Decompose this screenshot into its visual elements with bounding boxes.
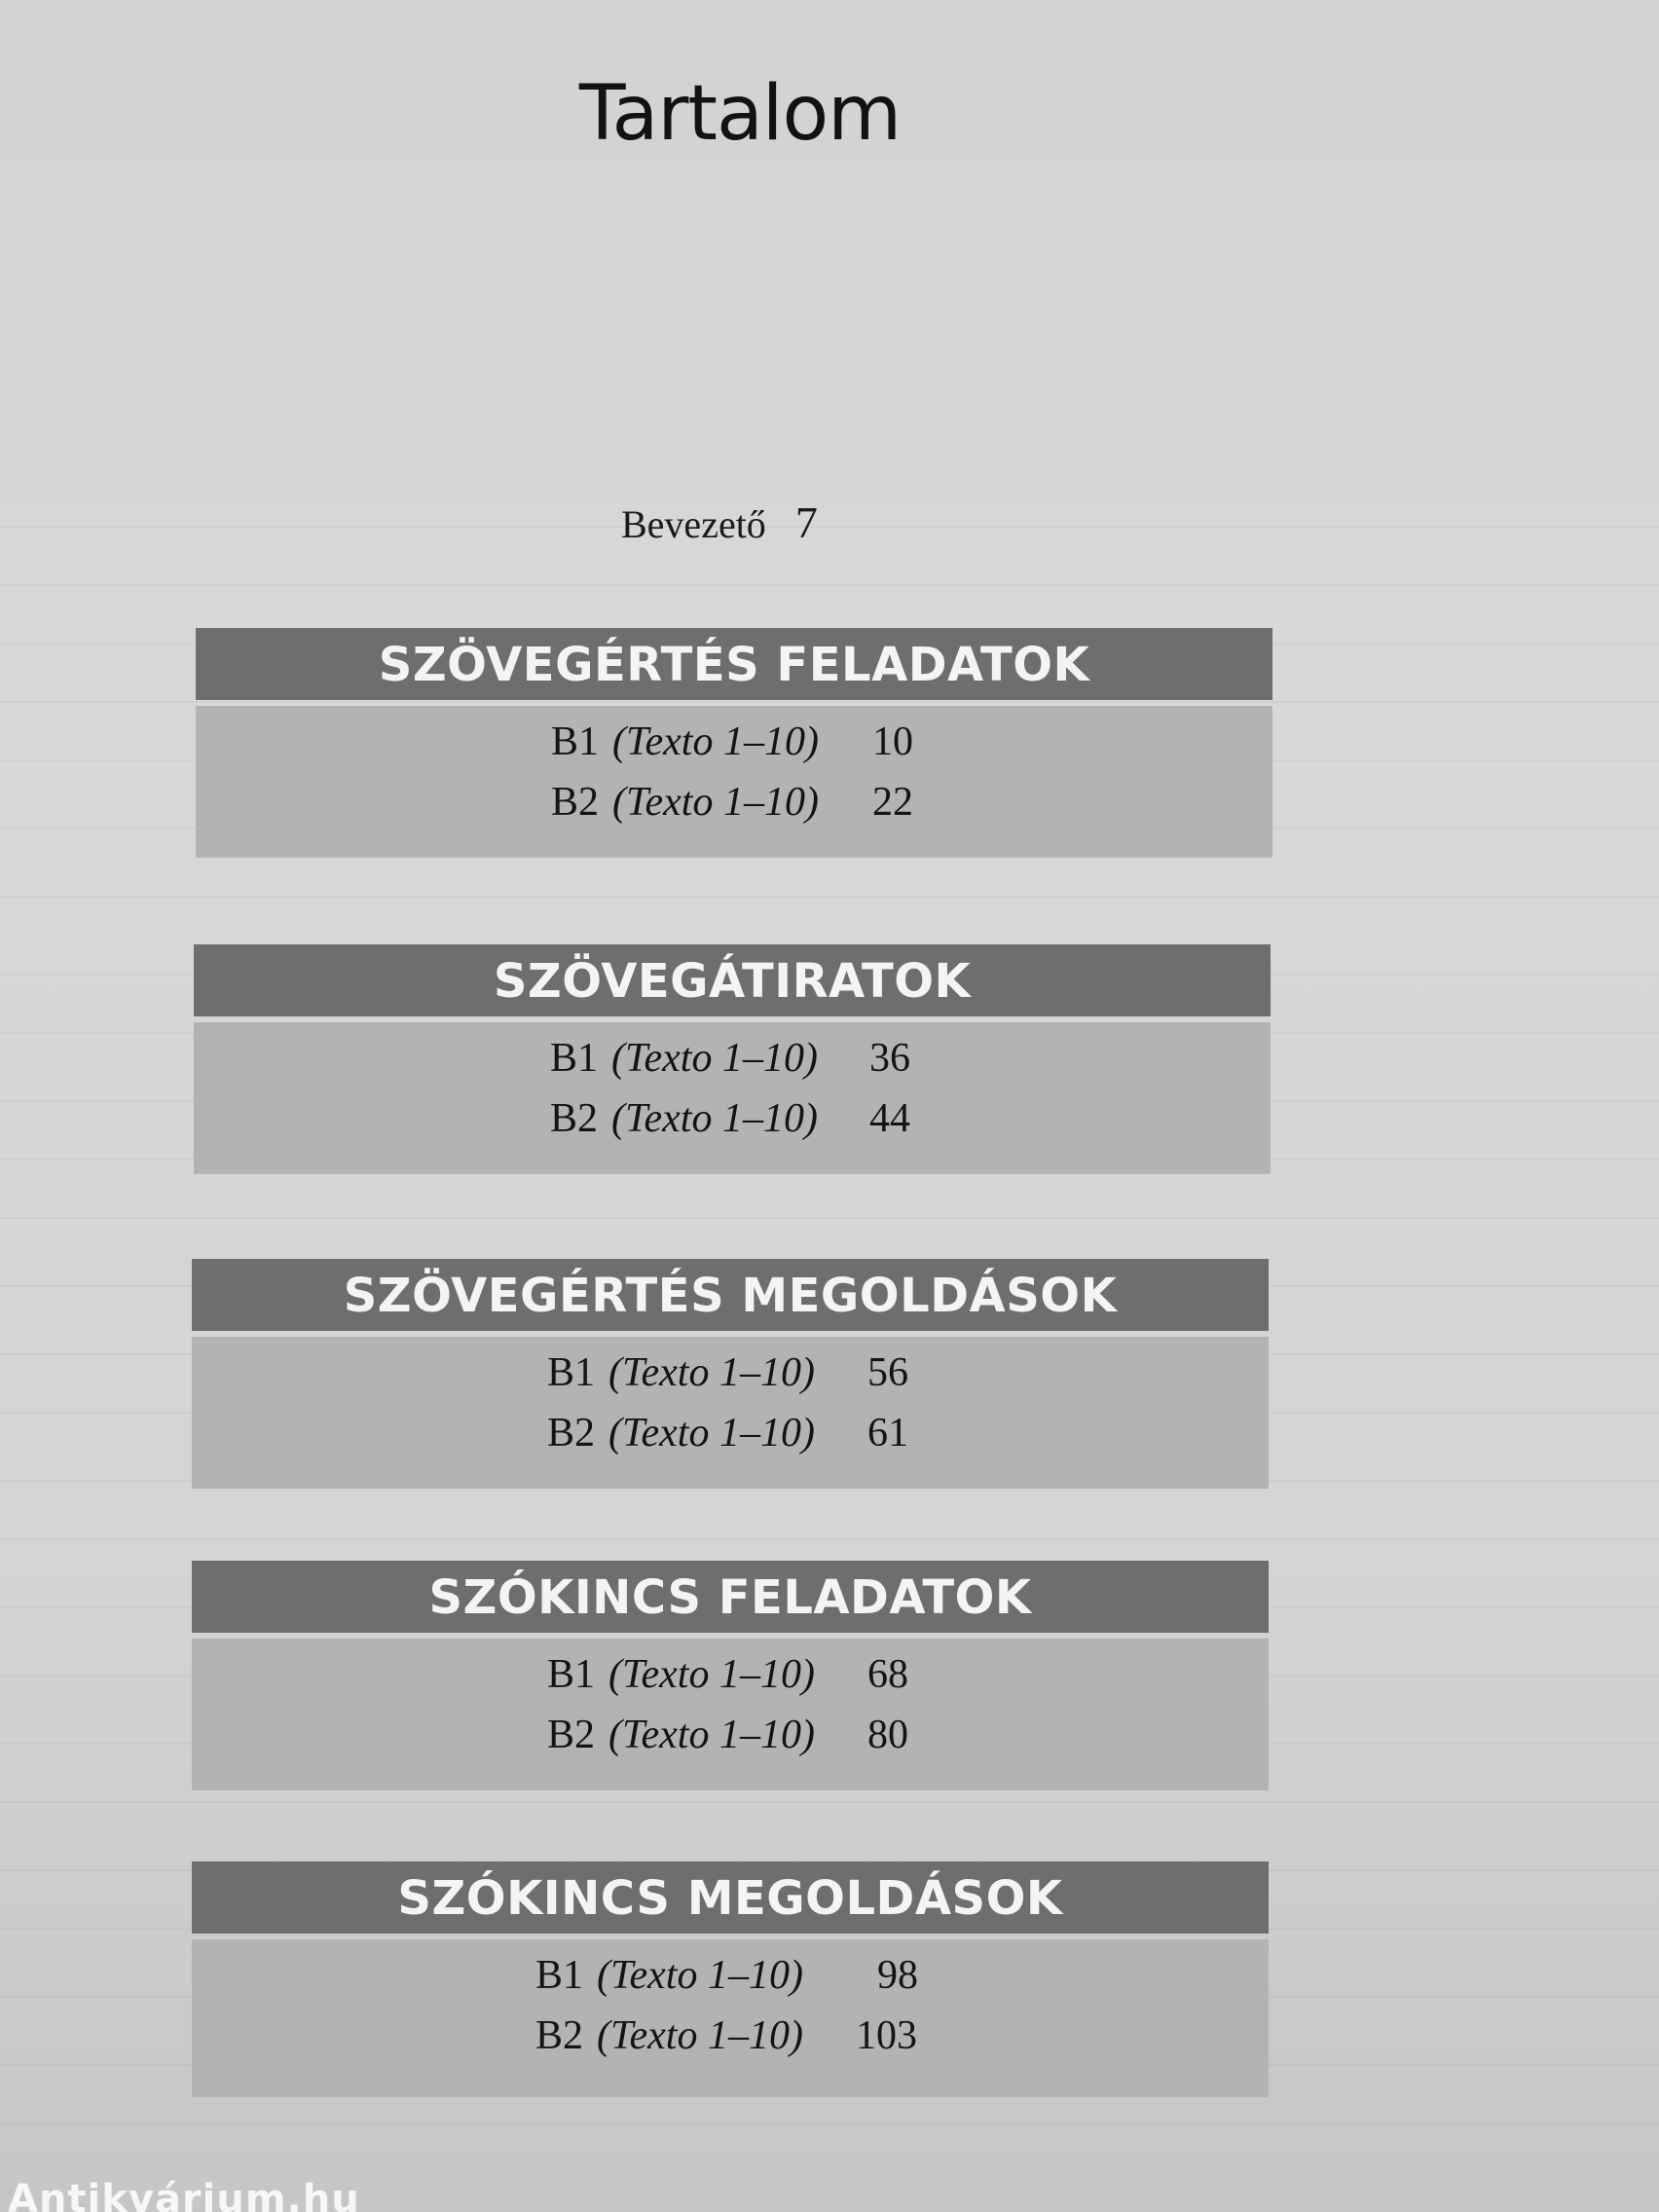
entry-page-number: 44 bbox=[869, 1096, 910, 1141]
toc-section bbox=[192, 1561, 1269, 1790]
section-heading: SZÖVEGÁTIRATOK bbox=[194, 944, 1271, 1016]
entry-reference: (Texto 1–10) bbox=[597, 1953, 803, 1998]
entry-page-number: 98 bbox=[877, 1953, 918, 1998]
entry-page-number: 22 bbox=[872, 780, 913, 825]
toc-entry[interactable] bbox=[192, 1403, 1269, 1463]
section-entries bbox=[194, 1022, 1271, 1174]
entry-level: B1 bbox=[550, 1036, 599, 1081]
entry-reference: (Texto 1–10) bbox=[608, 1652, 815, 1697]
toc-entry[interactable] bbox=[196, 772, 1272, 832]
entry-level: B1 bbox=[535, 1953, 584, 1998]
entry-reference: (Texto 1–10) bbox=[608, 1713, 815, 1757]
entry-level: B1 bbox=[547, 1350, 596, 1395]
toc-entry[interactable] bbox=[192, 1644, 1269, 1705]
entry-level: B1 bbox=[551, 719, 600, 764]
entry-page-number: 36 bbox=[869, 1036, 910, 1081]
entry-level: B2 bbox=[547, 1713, 596, 1757]
intro-page-number: 7 bbox=[794, 498, 818, 547]
entry-reference: (Texto 1–10) bbox=[611, 1036, 818, 1081]
entry-page-number: 80 bbox=[867, 1713, 908, 1757]
toc-entry-intro[interactable] bbox=[621, 497, 818, 548]
entry-page-number: 56 bbox=[867, 1350, 908, 1395]
entry-level: B2 bbox=[547, 1411, 596, 1456]
toc-entry[interactable] bbox=[192, 2006, 1269, 2066]
entry-reference: (Texto 1–10) bbox=[611, 1096, 818, 1141]
section-heading: SZÖVEGÉRTÉS MEGOLDÁSOK bbox=[192, 1259, 1269, 1331]
toc-entry[interactable] bbox=[194, 1088, 1271, 1149]
intro-label: Bevezető bbox=[621, 502, 766, 546]
entry-reference: (Texto 1–10) bbox=[597, 2013, 803, 2058]
page-title: Tartalom bbox=[578, 70, 902, 158]
entry-page-number: 10 bbox=[872, 719, 913, 764]
entry-page-number: 103 bbox=[856, 2013, 917, 2058]
toc-section bbox=[192, 1862, 1269, 2097]
entry-level: B2 bbox=[550, 1096, 599, 1141]
entry-reference: (Texto 1–10) bbox=[608, 1350, 815, 1395]
section-heading: SZÓKINCS FELADATOK bbox=[192, 1561, 1269, 1633]
toc-section bbox=[196, 628, 1272, 858]
toc-entry[interactable] bbox=[192, 1343, 1269, 1403]
entry-level: B2 bbox=[551, 780, 600, 825]
entry-page-number: 61 bbox=[867, 1411, 908, 1456]
toc-entry[interactable] bbox=[192, 1705, 1269, 1765]
toc-entry[interactable] bbox=[194, 1028, 1271, 1088]
toc-entry[interactable] bbox=[196, 712, 1272, 772]
entry-reference: (Texto 1–10) bbox=[608, 1411, 815, 1456]
section-entries bbox=[192, 1337, 1269, 1489]
section-entries bbox=[196, 706, 1272, 858]
toc-section bbox=[194, 944, 1271, 1174]
entry-level: B2 bbox=[535, 2013, 584, 2058]
toc-entry[interactable] bbox=[192, 1945, 1269, 2006]
entry-reference: (Texto 1–10) bbox=[612, 780, 819, 825]
section-entries bbox=[192, 1939, 1269, 2097]
entry-page-number: 68 bbox=[867, 1652, 908, 1697]
toc-section bbox=[192, 1259, 1269, 1489]
section-entries bbox=[192, 1639, 1269, 1790]
section-heading: SZÓKINCS MEGOLDÁSOK bbox=[192, 1862, 1269, 1934]
watermark: Antikvárium.hu bbox=[8, 2177, 360, 2212]
entry-level: B1 bbox=[547, 1652, 596, 1697]
entry-reference: (Texto 1–10) bbox=[612, 719, 819, 764]
section-heading: SZÖVEGÉRTÉS FELADATOK bbox=[196, 628, 1272, 700]
